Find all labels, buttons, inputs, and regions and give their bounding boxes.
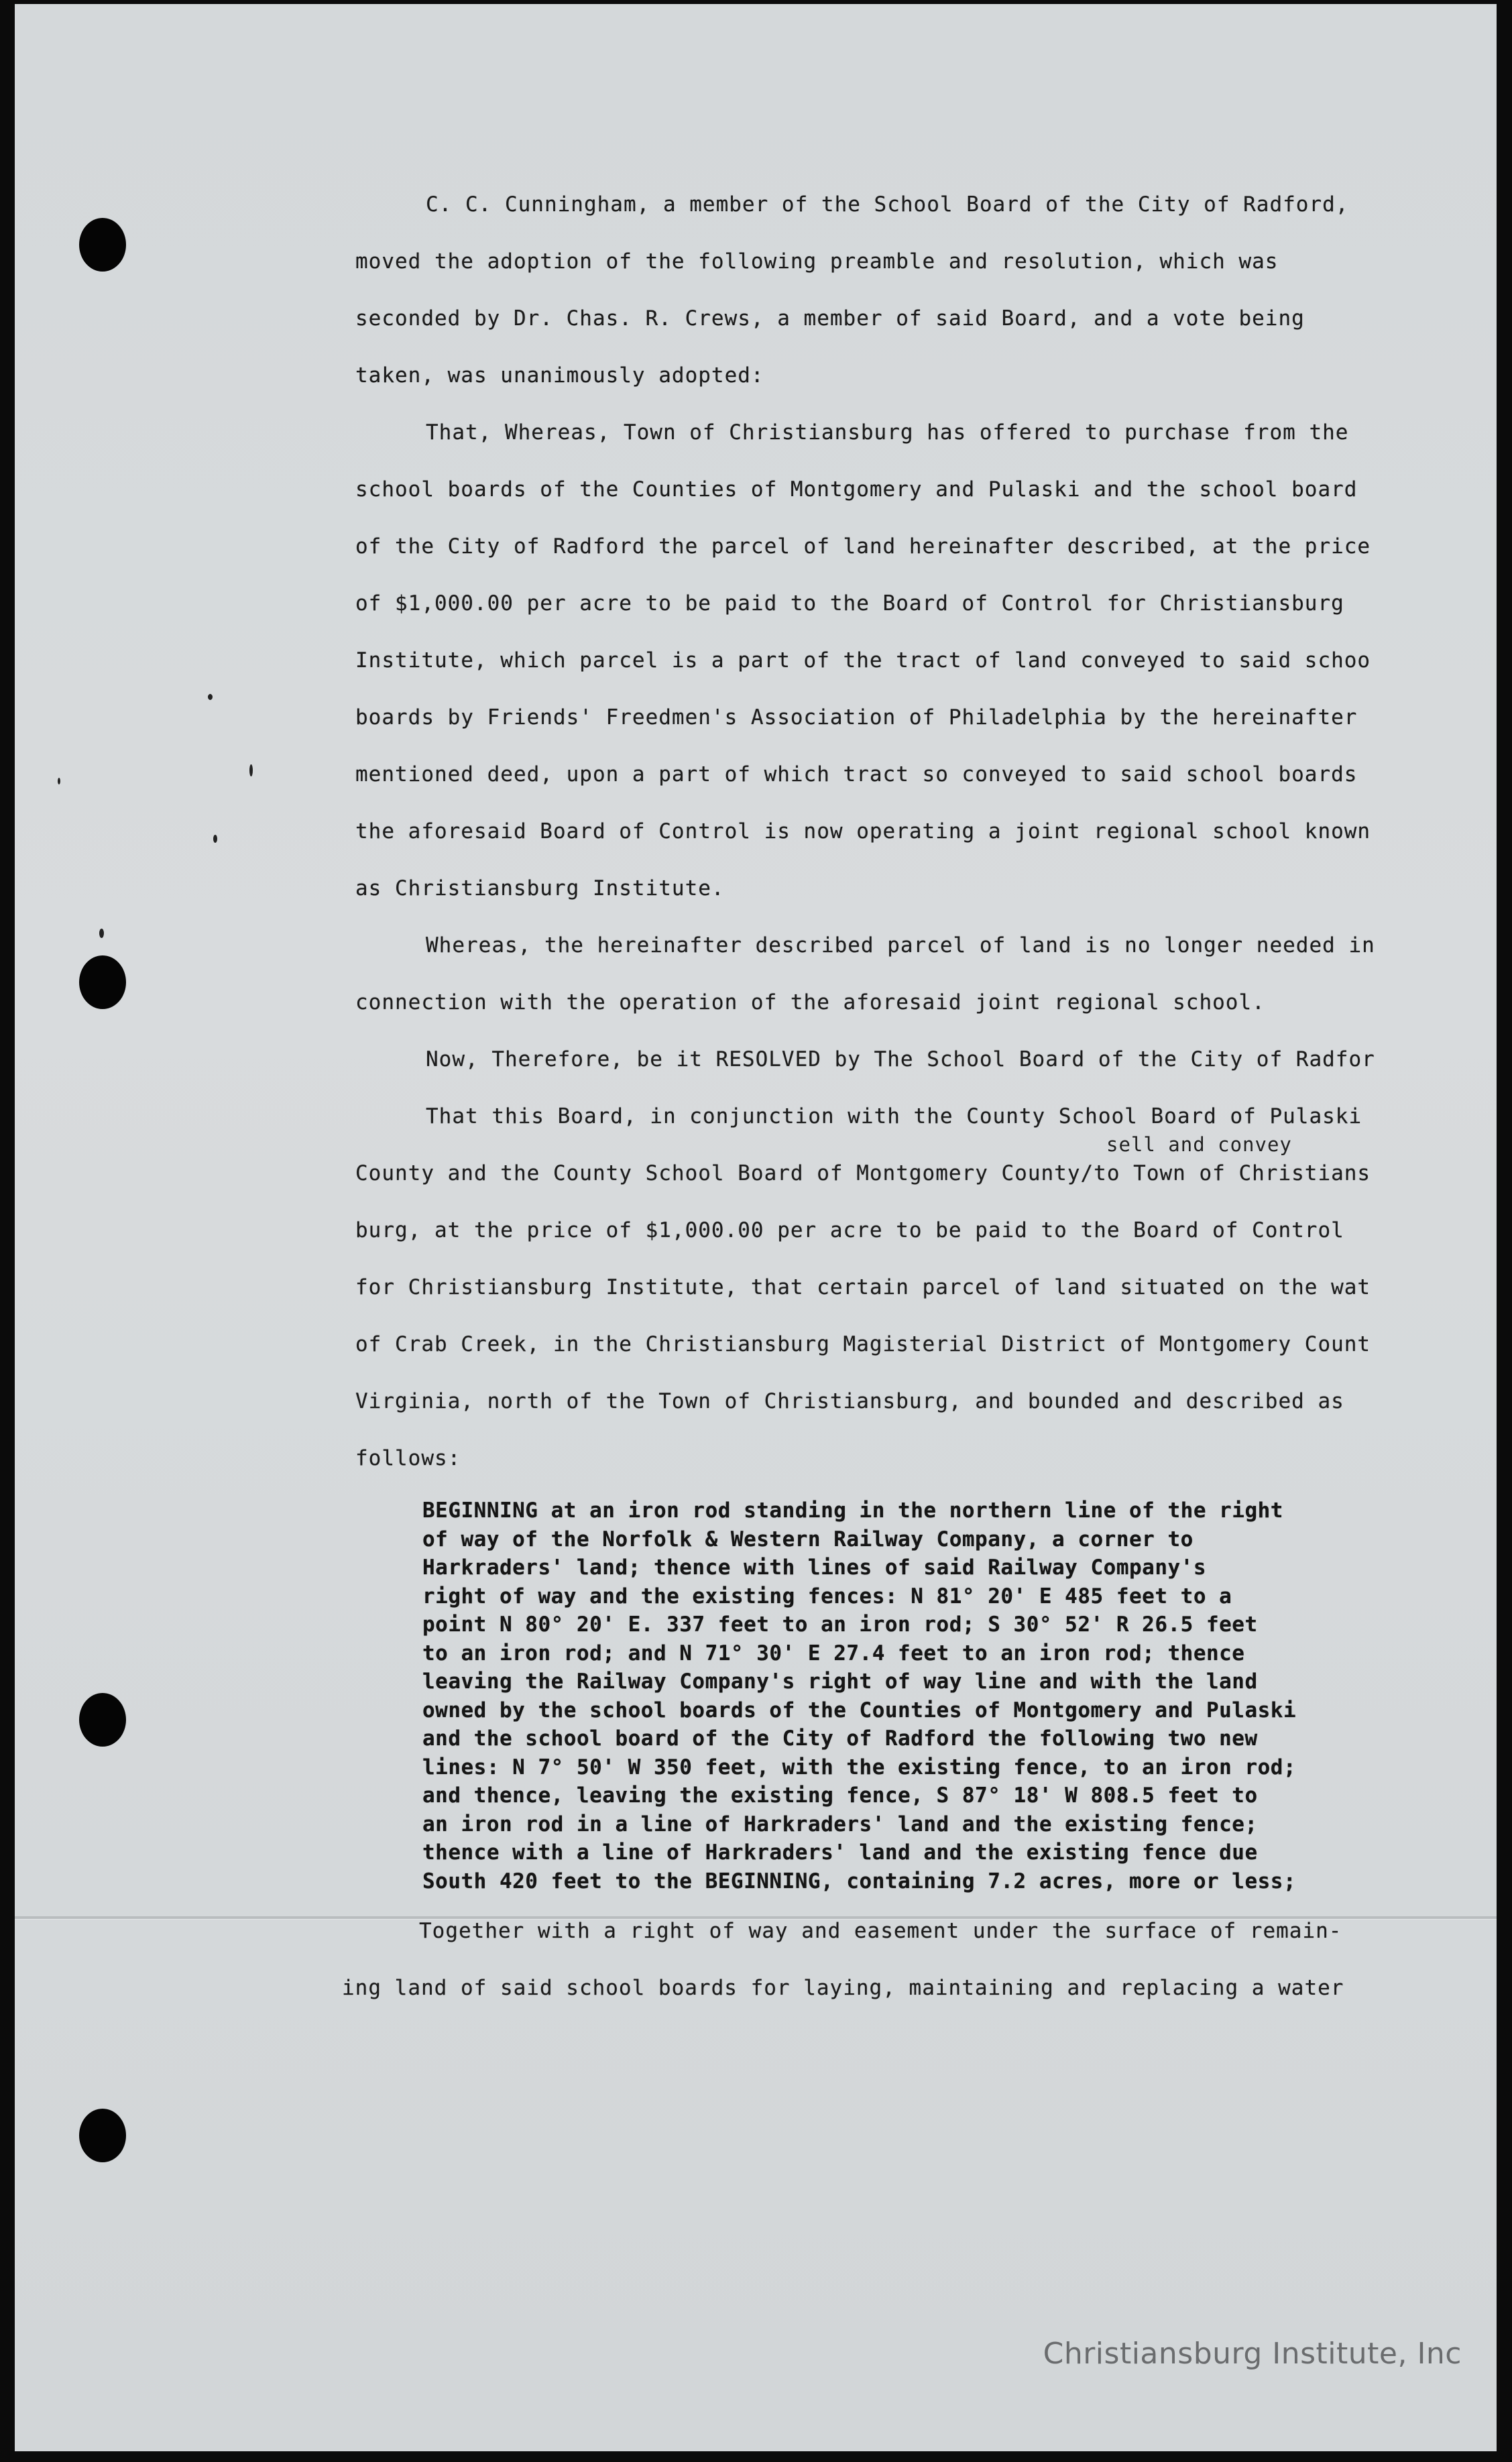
paragraph-line: County and the County School Board of Montgomery County/to Town of Christians	[355, 1161, 1371, 1185]
paragraph-line: mentioned deed, upon a part of which tract so conveyed to said school boards	[355, 762, 1358, 786]
description-line: Harkraders' land; thence with lines of said Railway Company's	[422, 1556, 1206, 1580]
punch-hole	[79, 218, 126, 272]
punch-hole	[79, 2109, 126, 2162]
paragraph-line: boards by Friends' Freedmen's Association of Philadelphia by the hereinafter	[355, 705, 1358, 729]
resolution-text	[355, 176, 1468, 1487]
paragraph-line: burg, at the price of $1,000.00 per acre to be paid to the Board of Control	[355, 1218, 1344, 1242]
punch-hole	[79, 1693, 126, 1747]
paragraph-line: for Christiansburg Institute, that certain parcel of land situated on the wat	[355, 1275, 1371, 1299]
description-line: point N 80° 20' E. 337 feet to an iron rod; S 30° 52' R 26.5 feet	[422, 1613, 1258, 1637]
paragraph-line: connection with the operation of the aforesaid joint regional school.	[355, 990, 1265, 1014]
paragraph-line: taken, was unanimously adopted:	[355, 363, 764, 388]
ink-speck	[249, 764, 253, 776]
description-line: BEGINNING at an iron rod standing in the northern line of the right	[422, 1499, 1283, 1523]
ink-speck	[99, 929, 104, 938]
paragraph-line: That, Whereas, Town of Christiansburg has offered to purchase from the	[426, 420, 1349, 445]
paragraph-line: follows:	[355, 1446, 461, 1470]
description-line: and thence, leaving the existing fence, S 87° 18' W 808.5 feet to	[422, 1783, 1258, 1808]
description-line: leaving the Railway Company's right of way line and with the land	[422, 1669, 1258, 1694]
punch-hole	[79, 955, 126, 1009]
paragraph-line: moved the adoption of the following preamble and resolution, which was	[355, 249, 1279, 274]
description-line: to an iron rod; and N 71° 30' E 27.4 feet to an iron rod; thence	[422, 1641, 1245, 1665]
paragraph-line: C. C. Cunningham, a member of the School Board of the City of Radford,	[426, 192, 1349, 217]
description-line: and the school board of the City of Radford the following two new	[422, 1726, 1258, 1751]
description-line: of way of the Norfolk & Western Railway Company, a corner to	[422, 1527, 1194, 1551]
paragraph-line: school boards of the Counties of Montgomery and Pulaski and the school board	[355, 477, 1358, 502]
paragraph-line: of the City of Radford the parcel of land hereinafter described, at the price	[355, 534, 1371, 559]
paragraph-line: ing land of said school boards for laying, maintaining and replacing a water	[342, 1976, 1344, 2000]
paragraph-line: of $1,000.00 per acre to be paid to the Board of Control for Christiansburg	[355, 591, 1344, 616]
watermark: Christiansburg Institute, Inc	[1043, 2337, 1462, 2371]
handwritten-interlineation: sell and convey	[1106, 1133, 1292, 1156]
paragraph-line: Now, Therefore, be it RESOLVED by The School Board of the City of Radfor	[426, 1047, 1375, 1071]
description-line: lines: N 7° 50' W 350 feet, with the existing fence, to an iron rod;	[422, 1755, 1297, 1779]
paragraph-line: the aforesaid Board of Control is now operating a joint regional school known	[355, 819, 1371, 843]
paragraph-line: as Christiansburg Institute.	[355, 876, 725, 900]
description-line: owned by the school boards of the Counties of Montgomery and Pulaski	[422, 1698, 1297, 1722]
paragraph-line: That this Board, in conjunction with the County School Board of Pulaski	[426, 1104, 1362, 1128]
paragraph-line: Virginia, north of the Town of Christiansburg, and bounded and described as	[355, 1389, 1344, 1413]
ink-speck	[208, 694, 213, 700]
paragraph-line: of Crab Creek, in the Christiansburg Magisterial District of Montgomery Count	[355, 1332, 1371, 1356]
description-line: thence with a line of Harkraders' land and the existing fence due	[422, 1840, 1258, 1865]
paragraph-line: Institute, which parcel is a part of the tract of land conveyed to said schoo	[355, 648, 1371, 672]
paragraph-line: Together with a right of way and easement under the surface of remain-	[419, 1919, 1342, 1943]
description-line: an iron rod in a line of Harkraders' land and the existing fence;	[422, 1812, 1258, 1836]
ink-speck	[213, 835, 217, 843]
ink-speck	[58, 778, 60, 784]
description-line: South 420 feet to the BEGINNING, containing 7.2 acres, more or less;	[422, 1869, 1297, 1893]
land-description	[422, 1497, 1401, 1895]
continuation-text	[342, 1903, 1468, 2017]
paragraph-line: Whereas, the hereinafter described parcel of land is no longer needed in	[426, 933, 1375, 957]
description-line: right of way and the existing fences: N 81° 20' E 485 feet to a	[422, 1584, 1232, 1608]
paragraph-line: seconded by Dr. Chas. R. Crews, a member of said Board, and a vote being	[355, 306, 1305, 331]
